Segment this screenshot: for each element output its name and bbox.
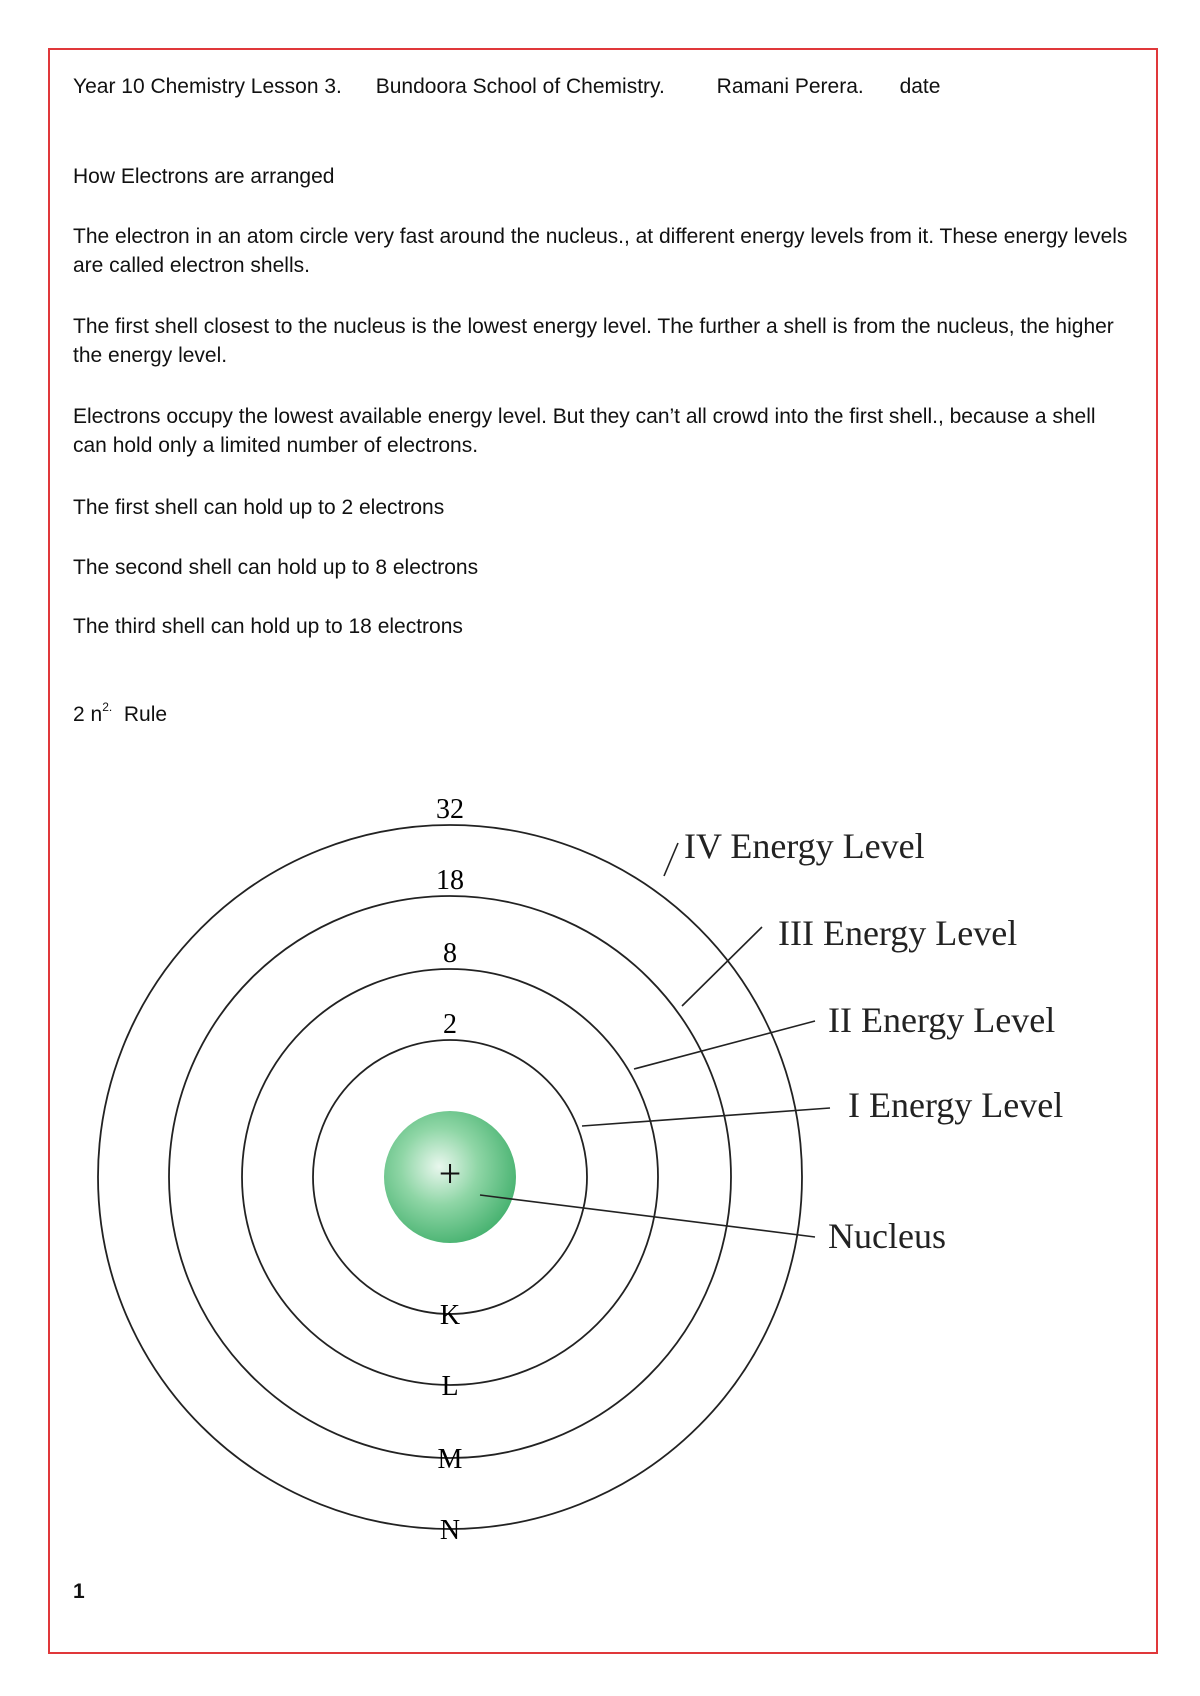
- date-field: date: [899, 75, 941, 98]
- lesson-title: Year 10 Chemistry Lesson 3.: [73, 75, 342, 98]
- shell-m-letter: M: [437, 1444, 463, 1475]
- level-2-label: II Energy Level: [828, 1000, 1056, 1040]
- author-name: Ramani Perera.: [716, 75, 864, 98]
- leader-line-level-2: [634, 1021, 815, 1069]
- leader-line-level-4: [664, 843, 678, 876]
- shell-m-capacity: 18: [436, 865, 464, 896]
- level-3-label: III Energy Level: [778, 913, 1018, 953]
- paragraph-energy-levels: The first shell closest to the nucleus is the lowest energy level. The further a shell is from the nucleus, the higher the energy level.: [73, 315, 1114, 367]
- level-4-label: IV Energy Level: [684, 826, 925, 866]
- paragraph-electron-shells: The electron in an atom circle very fast around the nucleus., at different energy levels from it. These energy levels are called electron shells.: [73, 225, 1128, 277]
- section-heading: How Electrons are arranged: [73, 165, 335, 188]
- leader-line-nucleus: [480, 1195, 815, 1237]
- shell-k-capacity: 2: [443, 1009, 457, 1040]
- shell-l-letter: L: [441, 1371, 459, 1402]
- shell-l-capacity: 8: [443, 938, 457, 969]
- shell-n-letter: N: [439, 1515, 461, 1546]
- first-shell-capacity: The first shell can hold up to 2 electrons: [73, 496, 445, 519]
- rule-superscript: 2.: [102, 700, 113, 714]
- school-name: Bundoora School of Chemistry.: [375, 75, 665, 98]
- level-1-label: I Energy Level: [848, 1085, 1064, 1125]
- paragraph-occupancy: Electrons occupy the lowest available energy level. But they can’t all crowd into the first shell., because a shell can hold only a limited number of electrons.: [73, 405, 1096, 457]
- third-shell-capacity: The third shell can hold up to 18 electrons: [73, 615, 463, 638]
- shell-k-letter: K: [439, 1300, 461, 1331]
- nucleus-plus-symbol: +: [438, 1151, 462, 1196]
- rule-base: 2 n: [73, 703, 103, 726]
- shell-n-capacity: 32: [436, 794, 464, 825]
- rule-label: Rule: [123, 703, 168, 726]
- page-number: 1: [73, 1580, 85, 1603]
- leader-line-level-1: [582, 1108, 830, 1126]
- nucleus-label: Nucleus: [828, 1216, 946, 1256]
- second-shell-capacity: The second shell can hold up to 8 electrons: [73, 556, 479, 579]
